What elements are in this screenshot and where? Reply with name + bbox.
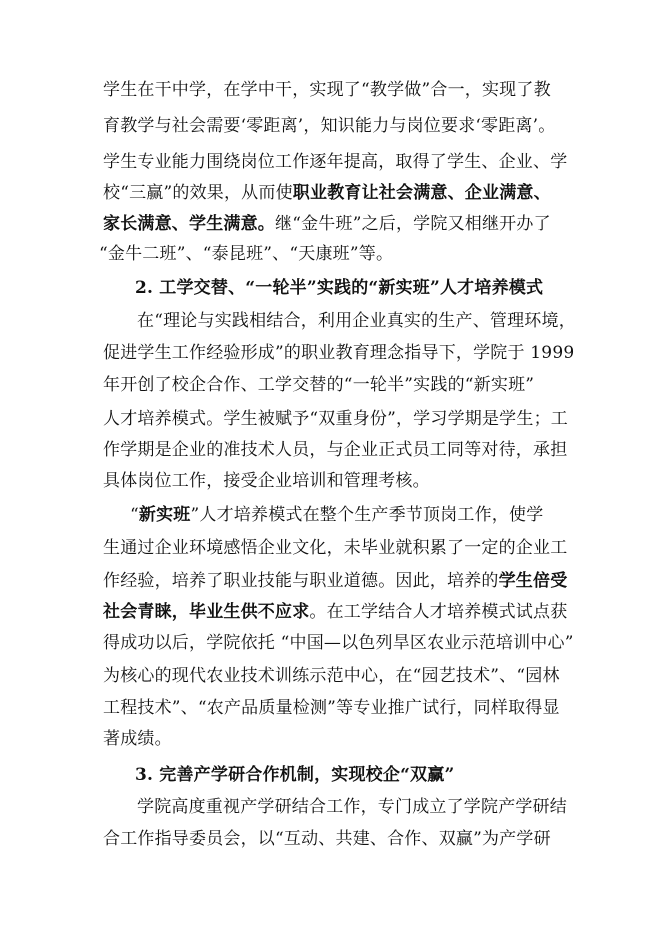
body-line: 具体岗位工作，接受企业培训和管理考核。 xyxy=(103,471,430,491)
body-line: 作学期是企业的准技术人员，与企业正式员工同等对待，承担 xyxy=(103,440,568,460)
body-line: 学生在干中学，在学中干，实现了“教学做”合一，实现了教 xyxy=(103,80,551,100)
body-line: 社会青睐，毕业生供不应求。在工学结合人才培养模式试点获 xyxy=(103,602,568,622)
bold-emphasis: 社会青睐，毕业生供不应求 xyxy=(103,602,310,622)
body-line: 得成功以后，学院依托 “中国—以色列旱区农业示范培训中心” xyxy=(103,633,574,653)
body-line: “新实班”人才培养模式在整个生产季节顶岗工作，使学 xyxy=(130,505,544,525)
bold-emphasis: 家长满意、学生满意。 xyxy=(103,214,275,234)
body-line: 年开创了校企合作、工学交替的“一轮半”实践的“新实班” xyxy=(103,375,535,395)
body-line: 校“三赢”的效果，从而使职业教育让社会满意、企业满意、 xyxy=(103,183,551,203)
bold-emphasis: 学生倍受 xyxy=(498,571,568,591)
body-line: 生通过企业环境感悟企业文化，未毕业就积累了一定的企业工 xyxy=(103,538,568,558)
body-line: 育教学与社会需要‘零距离’，知识能力与岗位要求‘零距离’。 xyxy=(103,116,556,136)
body-line: “金牛二班”、“泰昆班”、“天康班”等。 xyxy=(99,244,394,264)
body-line: 合工作指导委员会，以“互动、共建、合作、双赢”为产学研 xyxy=(103,829,551,849)
section-heading-3: 3. 完善产学研合作机制，实现校企“双赢” xyxy=(135,765,455,785)
body-line: 促进学生工作经验形成”的职业教育理念指导下，学院于 1999 xyxy=(103,343,575,363)
body-line: 著成绩。 xyxy=(103,729,172,749)
section-heading-2: 2. 工学交替、“一轮半”实践的“新实班”人才培养模式 xyxy=(135,278,544,298)
body-line: 工程技术”、“农产品质量检测”等专业推广试行，同样取得显 xyxy=(103,698,560,718)
body-line: 为核心的现代农业技术训练示范中心，在“园艺技术”、“园林 xyxy=(103,666,560,686)
body-line: 在“理论与实践相结合，利用企业真实的生产、管理环境， xyxy=(137,311,576,331)
bold-emphasis: 职业教育让社会满意、企业满意、 xyxy=(292,183,551,203)
body-line: 人才培养模式。学生被赋予“双重身份”，学习学期是学生；工 xyxy=(103,409,568,429)
body-line: 作经验，培养了职业技能与职业道德。因此，培养的学生倍受 xyxy=(103,571,568,591)
body-line: 家长满意、学生满意。继“金牛班”之后，学院又相继开办了 xyxy=(103,214,551,234)
body-line: 学院高度重视产学研结合工作，专门成立了学院产学研结 xyxy=(137,797,567,817)
body-line: 学生专业能力围绕岗位工作逐年提高，取得了学生、企业、学 xyxy=(103,152,568,172)
bold-emphasis: 新实班 xyxy=(138,505,191,525)
